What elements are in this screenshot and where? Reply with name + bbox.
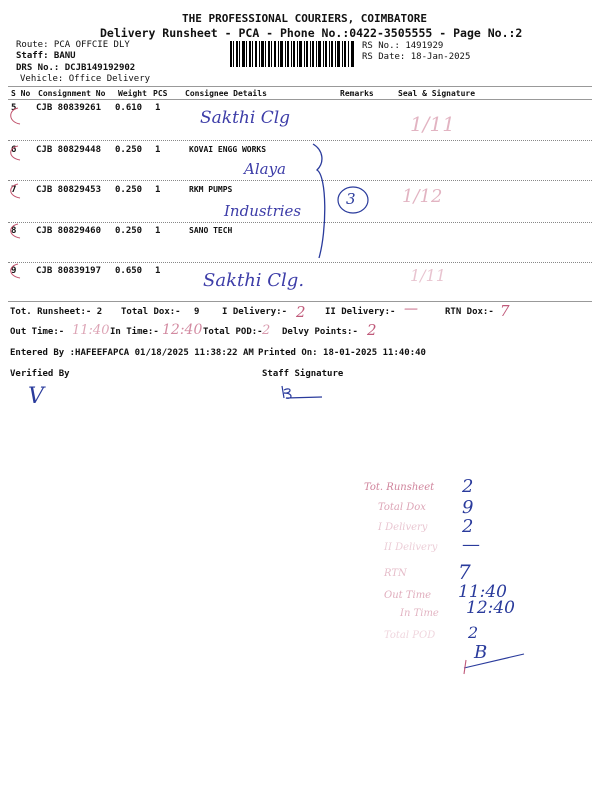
row-9-pcs: 1 <box>155 266 161 276</box>
handwritten-industries: Industries <box>224 202 302 220</box>
rtn-dox-value: 7 <box>500 302 510 320</box>
row-6-pcs: 1 <box>155 145 161 155</box>
col-consignment: Consignment No <box>38 89 106 98</box>
row-9-sno: 9 <box>11 266 17 276</box>
col-consignee: Consignee Details <box>185 89 267 98</box>
table-top-rule <box>8 86 592 87</box>
printed-on: Printed On: 18-01-2025 11:40:40 <box>258 348 426 358</box>
row-separator <box>8 180 592 181</box>
row-separator <box>8 140 592 141</box>
tot-runsheet: Tot. Runsheet:- 2 <box>10 307 103 317</box>
side-note-value: 2 <box>468 623 479 642</box>
row-6-weight: 0.250 <box>115 145 143 155</box>
side-note-value: 12:40 <box>466 598 515 618</box>
row-6-consignee: KOVAI ENGG WORKS <box>189 145 267 154</box>
ii-delivery-label: II Delivery:- <box>325 307 396 317</box>
drs-number: DRS No.: DCJB149192902 <box>16 63 136 73</box>
i-delivery-label: I Delivery:- <box>222 307 288 317</box>
ii-delivery-value: — <box>404 301 418 317</box>
staff-signature-label: Staff Signature <box>262 369 344 379</box>
total-dox-value: 9 <box>194 307 200 317</box>
row-8-consignee: SANO TECH <box>189 226 233 235</box>
side-note-label: Out Time <box>384 590 432 601</box>
side-note-signature-stroke <box>458 646 528 676</box>
col-weight: Weight <box>118 89 147 98</box>
route-label: Route: PCA OFFCIE DLY <box>16 40 130 50</box>
side-note <box>350 478 560 678</box>
row-separator <box>8 262 592 263</box>
col-remarks: Remarks <box>340 89 374 98</box>
side-note-label: II Delivery <box>384 542 438 553</box>
side-note-label: Total POD <box>384 630 436 641</box>
total-dox-label: Total Dox:- <box>121 307 181 317</box>
row-8-pcs: 1 <box>155 226 161 236</box>
side-note-value: 9 <box>462 497 474 518</box>
total-pod-value: 2 <box>262 323 271 338</box>
company-name: THE PROFESSIONAL COURIERS, COIMBATORE <box>182 12 428 25</box>
out-time-value: 11:40 <box>72 323 110 338</box>
out-time-label: Out Time:- <box>10 327 65 337</box>
i-delivery-value: 2 <box>296 303 306 321</box>
seal-signature-7: 1/12 <box>402 186 443 207</box>
row-5-weight: 0.610 <box>115 103 143 113</box>
seal-signature-9: 1/11 <box>410 266 446 285</box>
row-9-weight: 0.650 <box>115 266 143 276</box>
verified-signature: V <box>28 384 44 409</box>
handwritten-consignee-9: Sakthi Clg. <box>203 270 305 291</box>
col-sno: S No <box>11 89 31 98</box>
row-7-consignment: CJB 80829453 <box>36 185 102 195</box>
in-time-value: 12:40 <box>162 322 203 338</box>
side-note-value: 2 <box>462 516 474 537</box>
col-seal: Seal & Signature <box>398 89 476 98</box>
row-9-consignment: CJB 80839197 <box>36 266 102 276</box>
row-8-consignment: CJB 80829460 <box>36 226 102 236</box>
col-pcs: PCS <box>153 89 168 98</box>
side-note-label: Total Dox <box>378 502 426 513</box>
handwritten-alaya: Alaya <box>244 160 286 178</box>
side-note-value: — <box>462 534 480 555</box>
row-7-sno: 7 <box>11 185 17 195</box>
bracket-mark <box>305 140 375 265</box>
entered-by: Entered By :HAFEEFAPCA 01/18/2025 11:38:22 AM <box>10 348 254 358</box>
rs-date: RS Date: 18-Jan-2025 <box>362 52 471 62</box>
delvy-points-value: 2 <box>367 321 377 339</box>
row-8-weight: 0.250 <box>115 226 143 236</box>
row-separator <box>8 222 592 223</box>
in-time-label: In Time:- <box>110 327 159 337</box>
total-pod-label: Total POD:- <box>203 327 263 337</box>
row-6-consignment: CJB 80829448 <box>36 145 102 155</box>
staff-label: Staff: BANU <box>16 51 76 61</box>
row-5-pcs: 1 <box>155 103 161 113</box>
rtn-dox-label: RTN Dox:- <box>445 307 494 317</box>
circled-count: 3 <box>346 190 356 208</box>
row-7-pcs: 1 <box>155 185 161 195</box>
row-6-sno: 6 <box>11 145 17 155</box>
sno-circle-marks <box>4 96 30 296</box>
verified-by-label: Verified By <box>10 369 70 379</box>
side-note-value: 7 <box>458 560 471 584</box>
sheet-title: Delivery Runsheet - PCA - Phone No.:0422-3505555 - Page No.:2 <box>100 26 523 40</box>
barcode-image <box>230 41 354 67</box>
side-note-label: In Time <box>400 608 439 619</box>
side-note-value: 11:40 <box>458 582 507 602</box>
staff-signature-mark <box>278 380 338 404</box>
side-note-label: I Delivery <box>378 522 428 533</box>
seal-signature-5: 1/11 <box>410 112 455 136</box>
row-7-weight: 0.250 <box>115 185 143 195</box>
vehicle-label: Vehicle: Office Delivery <box>20 74 151 84</box>
staff-signature <box>280 380 281 381</box>
side-note-signature: B <box>474 642 488 663</box>
side-note-label: RTN <box>384 568 407 579</box>
row-5-consignment: CJB 80839261 <box>36 103 102 113</box>
row-5-sno: 5 <box>11 103 17 113</box>
handwritten-consignee-5: Sakthi Clg <box>200 108 291 128</box>
delvy-points-label: Delvy Points:- <box>282 327 358 337</box>
side-note-value: 2 <box>462 476 474 497</box>
side-note-label: Tot. Runsheet <box>364 482 435 493</box>
table-header-rule <box>8 99 592 100</box>
row-7-consignee: RKM PUMPS <box>189 185 233 194</box>
rs-number: RS No.: 1491929 <box>362 41 444 51</box>
row-8-sno: 8 <box>11 226 17 236</box>
